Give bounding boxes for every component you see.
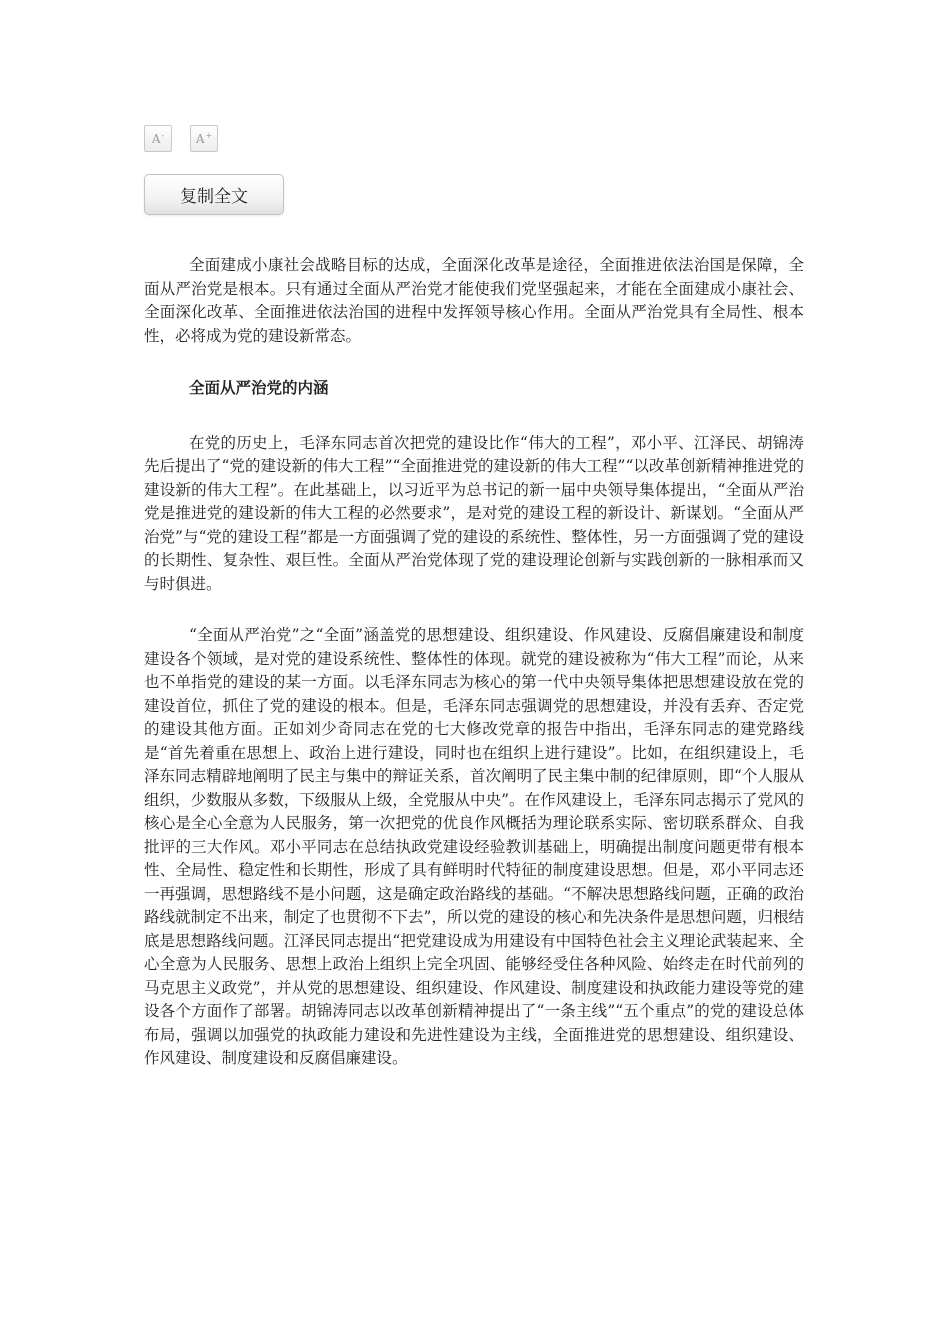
decrease-font-icon: A-	[151, 131, 165, 146]
article-paragraph: “全面从严治党”之“全面”涵盖党的思想建设、组织建设、作风建设、反腐倡廉建设和制度建设各个领域，是对党的建设系统性、整体性的体现。就党的建设被称为“伟大工程”而论，从来也不单指党的建设的某一方面。以毛泽东同志为核心的第一代中央领导集体把思想建设放在党的建设首位，抓住了党的建设的根本。但是，毛泽东同志强调党的思想建设，并没有丢弃、否定党的建设其他方面。正如刘少奇同志在党的七大修改党章的报告中指出，毛泽东同志的建党路线是“首先着重在思想上、政治上进行建设，同时也在组织上进行建设”。比如，在组织建设上，毛泽东同志精辟地阐明了民主与集中的辩证关系，首次阐明了民主集中制的纪律原则，即“个人服从组织，少数服从多数，下级服从上级，全党服从中央”。在作风建设上，毛泽东同志揭示了党风的核心是全心全意为人民服务，第一次把党的优良作风概括为理论联系实际、密切联系群众、自我批评的三大作风。邓小平同志在总结执政党建设经验教训基础上，明确提出制度问题更带有根本性、全局性、稳定性和长期性，形成了具有鲜明时代特征的制度建设思想。但是，邓小平同志还一再强调，思想路线不是小问题，这是确定政治路线的基础。“不解决思想路线问题，正确的政治路线就制定不出来，制定了也贯彻不下去”，所以党的建设的核心和先决条件是思想问题，归根结底是思想路线问题。江泽民同志提出“把党建设成为用建设有中国特色社会主义理论武装起来、全心全意为人民服务、思想上政治上组织上完全巩固、能够经受住各种风险、始终走在时代前列的马克思主义政党”，并从党的思想建设、组织建设、作风建设、制度建设和执政能力建设等党的建设各个方面作了部署。胡锦涛同志以改革创新精神提出了“一条主线”“五个重点”的党的建设总体布局，强调以加强党的执政能力建设和先进性建设为主线，全面推进党的思想建设、组织建设、作风建设、制度建设和反腐倡廉建设。	[144, 626, 804, 1067]
copy-all-button[interactable]: 复制全文	[144, 174, 284, 215]
article-paragraph: 在党的历史上，毛泽东同志首次把党的建设比作“伟大的工程”，邓小平、江泽民、胡锦涛先后提出了“党的建设新的伟大工程”“全面推进党的建设新的伟大工程”“以改革创新精神推进党的建设新的伟大工程”。在此基础上，以习近平为总书记的新一届中央领导集体提出，“全面从严治党是推进党的建设新的伟大工程的必然要求”，是对党的建设工程的新设计、新谋划。“全面从严治党”与“党的建设工程”都是一方面强调了党的建设的系统性、整体性，另一方面强调了党的建设的长期性、复杂性、艰巨性。全面从严治党体现了党的建设理论创新与实践创新的一脉相承而又与时俱进。	[144, 433, 804, 593]
increase-font-icon: A+	[195, 131, 213, 146]
increase-font-button[interactable]	[190, 125, 218, 152]
article-body	[144, 254, 804, 1099]
font-size-toolbar	[144, 125, 218, 152]
article-paragraph: 全面建成小康社会战略目标的达成，全面深化改革是途径，全面推进依法治国是保障，全面从严治党是根本。只有通过全面从严治党才能使我们党坚强起来，才能在全面建成小康社会、全面深化改革、全面推进依法治国的进程中发挥领导核心作用。全面从严治党具有全局性、根本性，必将成为党的建设新常态。	[144, 256, 804, 345]
decrease-font-button[interactable]	[144, 125, 172, 152]
section-heading: 全面从严治党的内涵	[188, 378, 329, 397]
